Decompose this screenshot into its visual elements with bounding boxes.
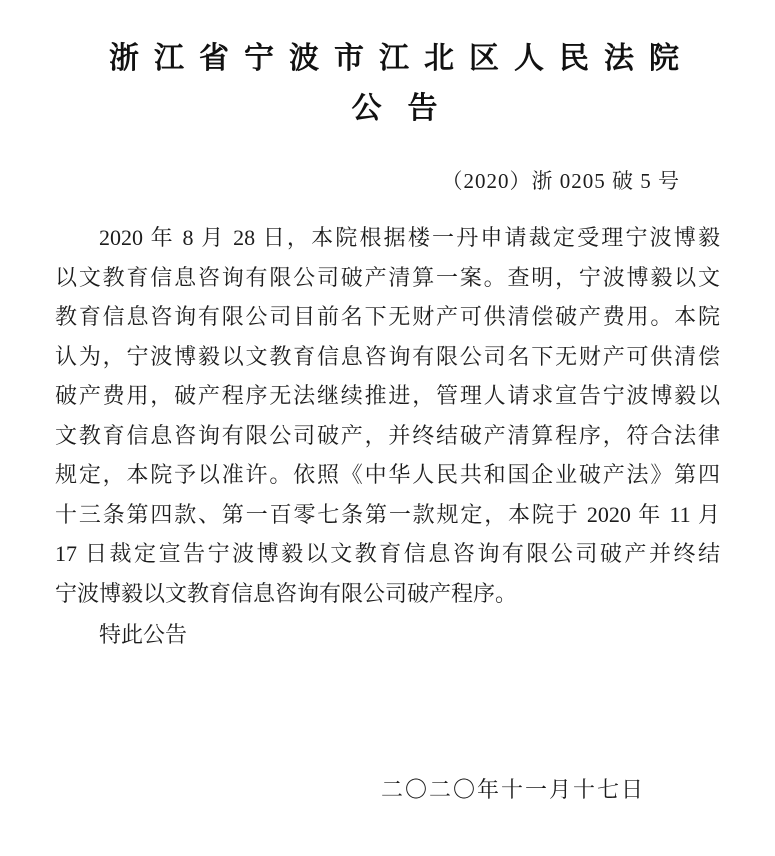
court-name-title: 浙江省宁波市江北区人民法院	[109, 42, 694, 75]
case-number: （2020）浙 0205 破 5 号	[441, 169, 680, 193]
body-line: 宁波博毅以文教育信息咨询有限公司破产程序。	[55, 580, 518, 606]
body-line: 教育信息咨询有限公司目前名下无财产可供清偿破产费用。本院	[55, 304, 720, 329]
body-line: 17 日裁定宣告宁波博毅以文教育信息咨询有限公司破产并终结	[55, 541, 720, 566]
announcement-title: 公告	[351, 92, 464, 125]
body-line: 2020 年 8 月 28 日，本院根据楼一丹申请裁定受理宁波博毅	[99, 225, 720, 250]
announcement-body	[55, 218, 720, 613]
body-line: 破产费用，破产程序无法继续推进，管理人请求宣告宁波博毅以	[55, 383, 720, 408]
body-line: 文教育信息咨询有限公司破产，并终结破产清算程序，符合法律	[55, 422, 720, 448]
body-line: 规定，本院予以准许。依照《中华人民共和国企业破产法》第四	[55, 462, 720, 487]
closing-statement: 特此公告	[99, 622, 188, 647]
body-line: 认为，宁波博毅以文教育信息咨询有限公司名下无财产可供清偿	[55, 343, 720, 369]
body-line: 十三条第四款、第一百零七条第一款规定，本院于 2020 年 11 月	[55, 501, 720, 527]
body-line: 以文教育信息咨询有限公司破产清算一案。查明，宁波博毅以文	[55, 264, 720, 290]
announcement-date: 二〇二〇年十一月十七日	[380, 776, 645, 802]
